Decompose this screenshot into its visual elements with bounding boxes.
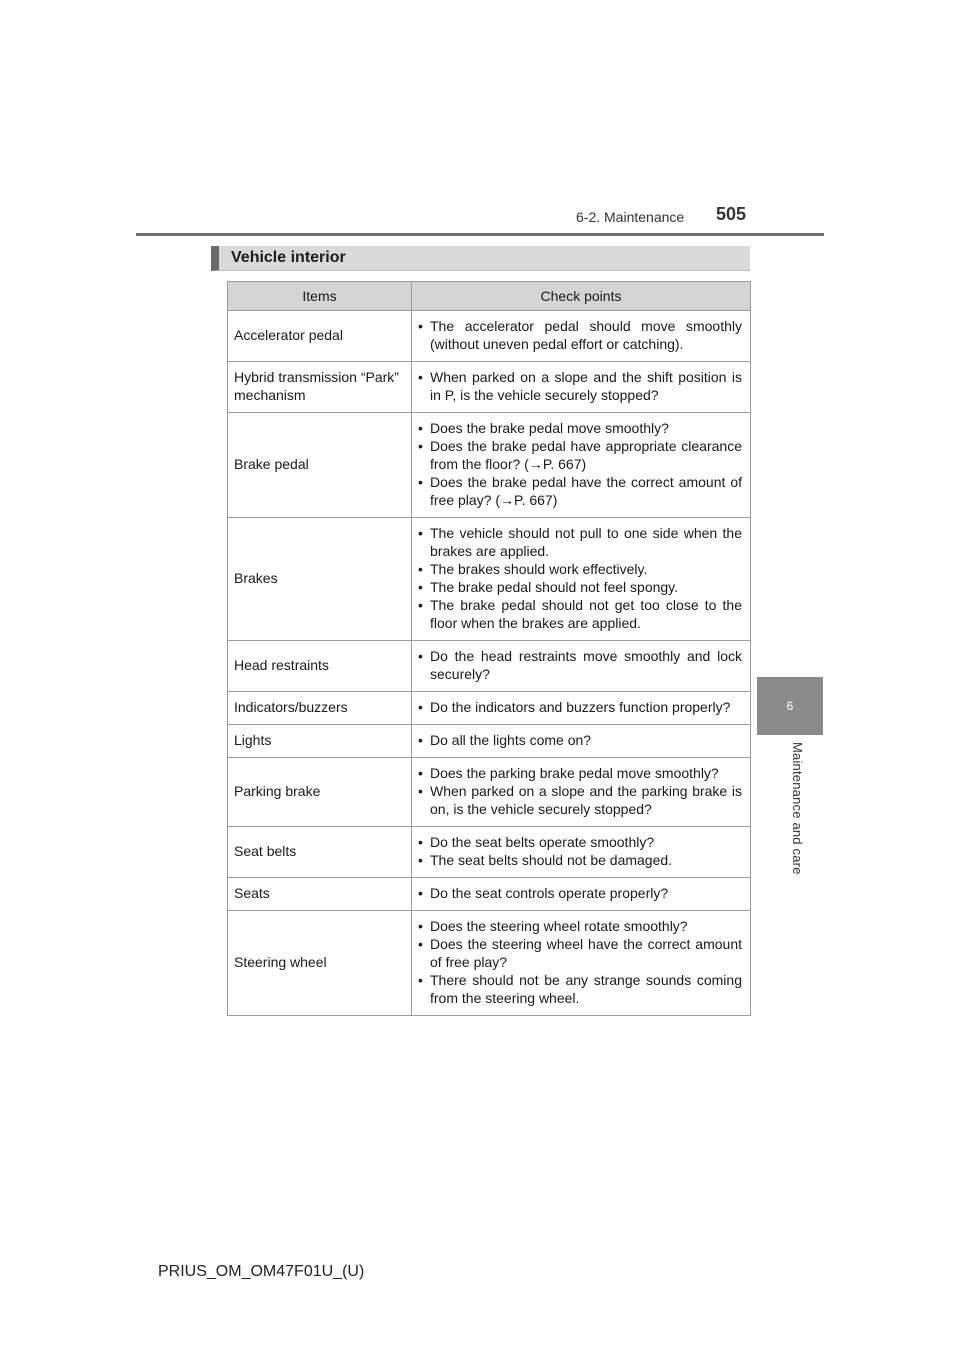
check-points-cell: [412, 878, 751, 911]
table-row: [228, 827, 751, 878]
chapter-tab: [757, 677, 823, 735]
check-points-list: [418, 884, 742, 902]
check-points-list: [418, 764, 742, 818]
table-row: [228, 311, 751, 362]
item-cell: Lights: [228, 725, 412, 758]
check-point: • The vehicle should not pull to one side when the brakes are applied.: [418, 524, 742, 560]
section-heading: [211, 246, 750, 271]
check-points-list: [418, 647, 742, 683]
check-points-list: [418, 419, 742, 509]
check-point: • When parked on a slope and the parking brake is on, is the vehicle securely stopped?: [418, 782, 742, 818]
check-points-cell: [412, 827, 751, 878]
item-cell: Hybrid transmission “Park” mechanism: [228, 362, 412, 413]
check-points-list: [418, 833, 742, 869]
item-cell: Brake pedal: [228, 413, 412, 518]
check-point: • There should not be any strange sounds coming from the steering wheel.: [418, 971, 742, 1007]
check-point: • The seat belts should not be damaged.: [418, 851, 742, 869]
check-points-cell: [412, 311, 751, 362]
check-points-cell: [412, 413, 751, 518]
check-points-cell: [412, 758, 751, 827]
table-header-row: [228, 282, 751, 311]
check-points-cell: [412, 692, 751, 725]
check-points-list: [418, 317, 742, 353]
check-point: • Does the brake pedal have the correct amount of free play? (→P. 667): [418, 473, 742, 509]
check-points-cell: [412, 911, 751, 1016]
chapter-title: Maintenance and care: [790, 742, 805, 875]
item-cell: Head restraints: [228, 641, 412, 692]
item-cell: Indicators/buzzers: [228, 692, 412, 725]
check-point: • The brake pedal should not feel spongy.: [418, 578, 742, 596]
item-cell: Parking brake: [228, 758, 412, 827]
check-point: • Do all the lights come on?: [418, 731, 742, 749]
check-points-list: [418, 524, 742, 632]
check-point: • Do the seat controls operate properly?: [418, 884, 742, 902]
check-points-cell: [412, 641, 751, 692]
check-point: • Do the head restraints move smoothly and lock securely?: [418, 647, 742, 683]
header-divider: [136, 233, 824, 236]
table-row: [228, 362, 751, 413]
table-row: [228, 413, 751, 518]
check-points-cell: [412, 725, 751, 758]
check-points-list: [418, 731, 742, 749]
document-code: PRIUS_OM_OM47F01U_(U): [158, 1263, 365, 1280]
table-row: [228, 725, 751, 758]
item-cell: Steering wheel: [228, 911, 412, 1016]
table-body: [228, 311, 751, 1016]
table-row: [228, 878, 751, 911]
check-point: • Does the steering wheel have the correct amount of free play?: [418, 935, 742, 971]
item-cell: Seats: [228, 878, 412, 911]
table-row: [228, 758, 751, 827]
table-row: [228, 641, 751, 692]
check-point: • Does the brake pedal move smoothly?: [418, 419, 742, 437]
check-point: • Do the seat belts operate smoothly?: [418, 833, 742, 851]
table-row: [228, 518, 751, 641]
table-row: [228, 692, 751, 725]
chapter-number: 6: [786, 699, 794, 713]
page-number: 505: [716, 204, 747, 224]
check-points-cell: [412, 518, 751, 641]
section-heading-text: Vehicle interior: [231, 249, 346, 266]
inspection-table: [227, 281, 751, 1016]
check-point: • When parked on a slope and the shift position is in P, is the vehicle securely stopped?: [418, 368, 742, 404]
column-header-items: Items: [228, 282, 412, 311]
column-header-check-points: Check points: [412, 282, 751, 311]
check-point: • The brake pedal should not get too close to the floor when the brakes are applied.: [418, 596, 742, 632]
check-points-list: [418, 917, 742, 1007]
item-cell: Brakes: [228, 518, 412, 641]
check-point: • The brakes should work effectively.: [418, 560, 742, 578]
item-cell: Seat belts: [228, 827, 412, 878]
check-points-cell: [412, 362, 751, 413]
check-point: • Does the parking brake pedal move smoothly?: [418, 764, 742, 782]
check-point: • The accelerator pedal should move smoothly (without uneven pedal effort or catching).: [418, 317, 742, 353]
check-points-list: [418, 698, 742, 716]
check-points-list: [418, 368, 742, 404]
running-header-section: 6-2. Maintenance: [576, 209, 685, 225]
item-cell: Accelerator pedal: [228, 311, 412, 362]
check-point: • Does the brake pedal have appropriate clearance from the floor? (→P. 667): [418, 437, 742, 473]
check-point: • Does the steering wheel rotate smoothly?: [418, 917, 742, 935]
check-point: • Do the indicators and buzzers function properly?: [418, 698, 742, 716]
table-row: [228, 911, 751, 1016]
